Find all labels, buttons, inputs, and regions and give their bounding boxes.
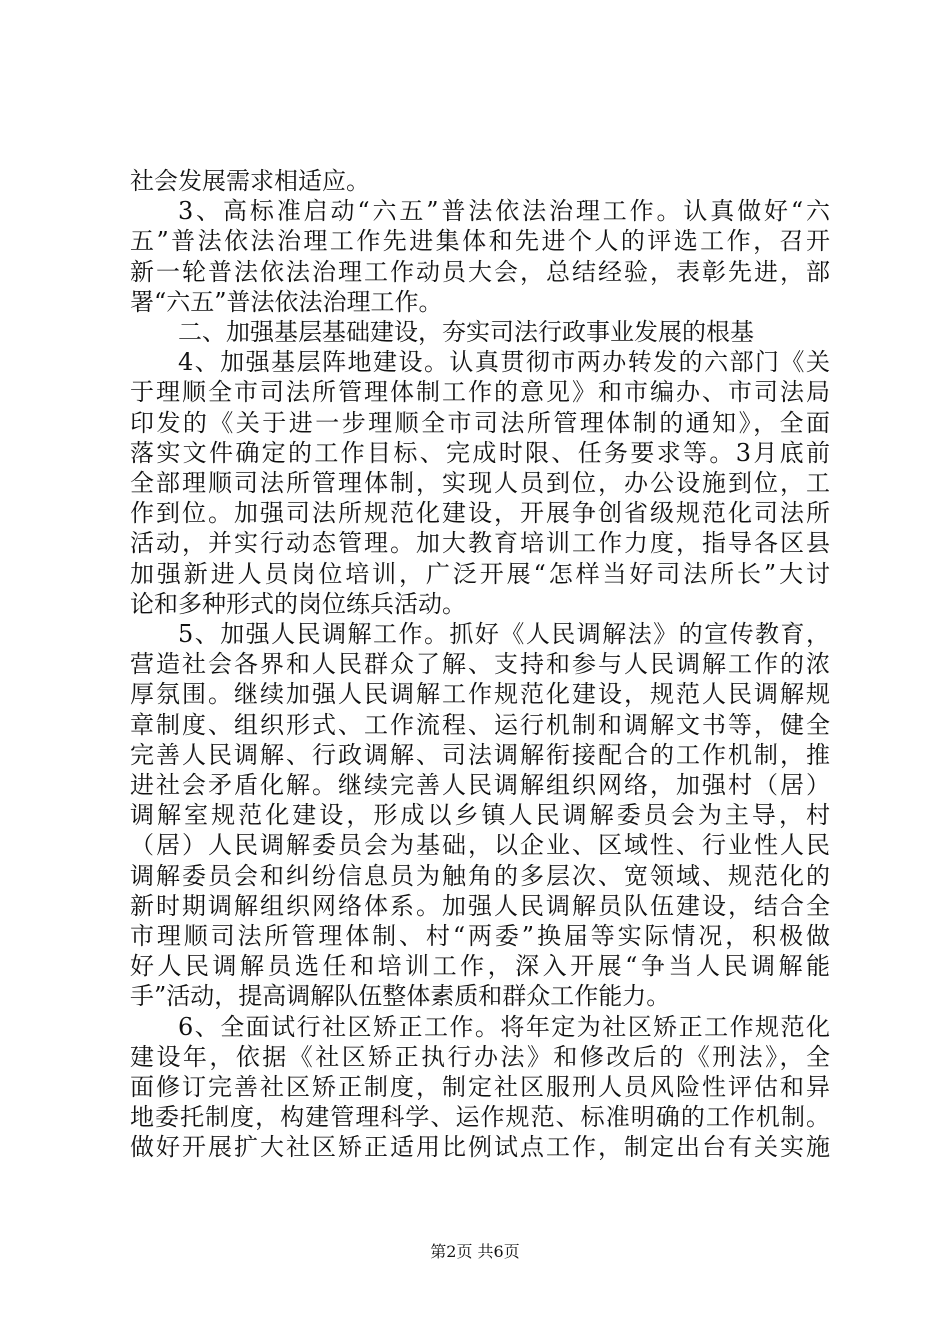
text-line: 市理顺司法所管理体制、村“两委”换届等实际情况，积极做 — [130, 922, 830, 950]
text-line: 全部理顺司法所管理体制，实现人员到位，办公设施到位，工 — [130, 469, 830, 497]
page-number-footer: 第2页 共6页 — [430, 1242, 520, 1261]
text-line: 印发的《关于进一步理顺全市司法所管理体制的通知》，全面 — [130, 409, 830, 437]
text-line: 于理顺全市司法所管理体制工作的意见》和市编办、市司法局 — [130, 378, 830, 406]
text-line: 作到位。加强司法所规范化建设，开展争创省级规范化司法所 — [130, 499, 830, 527]
text-line: 厚氛围。继续加强人民调解工作规范化建设，规范人民调解规 — [130, 680, 830, 708]
text-line: 署“六五”普法依法治理工作。 — [130, 288, 443, 316]
text-line: 3、高标准启动“六五”普法依法治理工作。认真做好“六 — [178, 197, 830, 225]
text-line: 4、加强基层阵地建设。认真贯彻市两办转发的六部门《关 — [178, 348, 830, 376]
text-line: 地委托制度，构建管理科学、运作规范、标准明确的工作机制。 — [130, 1103, 830, 1131]
text-line: （居）人民调解委员会为基础，以企业、区域性、行业性人民 — [130, 831, 830, 859]
text-line: 做好开展扩大社区矫正适用比例试点工作，制定出台有关实施 — [130, 1133, 830, 1161]
text-line: 新时期调解组织网络体系。加强人民调解员队伍建设，结合全 — [130, 892, 830, 920]
text-line: 活动，并实行动态管理。加大教育培训工作力度，指导各区县 — [130, 529, 830, 557]
text-line: 手”活动，提高调解队伍整体素质和群众工作能力。 — [130, 982, 671, 1010]
text-line: 调解室规范化建设，形成以乡镇人民调解委员会为主导，村 — [130, 801, 830, 829]
text-line: 完善人民调解、行政调解、司法调解衔接配合的工作机制，推 — [130, 741, 830, 769]
section-heading: 二、加强基层基础建设，夯实司法行政事业发展的根基 — [178, 318, 754, 346]
text-line: 进社会矛盾化解。继续完善人民调解组织网络，加强村（居） — [130, 771, 830, 799]
text-line: 加强新进人员岗位培训，广泛开展“怎样当好司法所长”大讨 — [130, 560, 830, 588]
text-line: 建设年，依据《社区矫正执行办法》和修改后的《刑法》，全 — [130, 1043, 830, 1071]
text-line: 调解委员会和纠纷信息员为触角的多层次、宽领域、规范化的 — [130, 862, 830, 890]
text-line: 好人民调解员选任和培训工作，深入开展“争当人民调解能 — [130, 952, 830, 980]
text-line: 5、加强人民调解工作。抓好《人民调解法》的宣传教育， — [178, 620, 830, 648]
text-line: 面修订完善社区矫正制度，制定社区服刑人员风险性评估和异 — [130, 1073, 830, 1101]
text-line: 6、全面试行社区矫正工作。将年定为社区矫正工作规范化 — [178, 1013, 830, 1041]
text-line: 论和多种形式的岗位练兵活动。 — [130, 590, 466, 618]
text-line: 社会发展需求相适应。 — [130, 167, 370, 195]
text-line: 营造社会各界和人民群众了解、支持和参与人民调解工作的浓 — [130, 650, 830, 678]
text-line: 五”普法依法治理工作先进集体和先进个人的评选工作，召开 — [130, 227, 830, 255]
text-line: 落实文件确定的工作目标、完成时限、任务要求等。3月底前 — [130, 439, 830, 467]
text-line: 新一轮普法依法治理工作动员大会，总结经验，表彰先进，部 — [130, 258, 830, 286]
text-line: 章制度、组织形式、工作流程、运行机制和调解文书等，健全 — [130, 711, 830, 739]
